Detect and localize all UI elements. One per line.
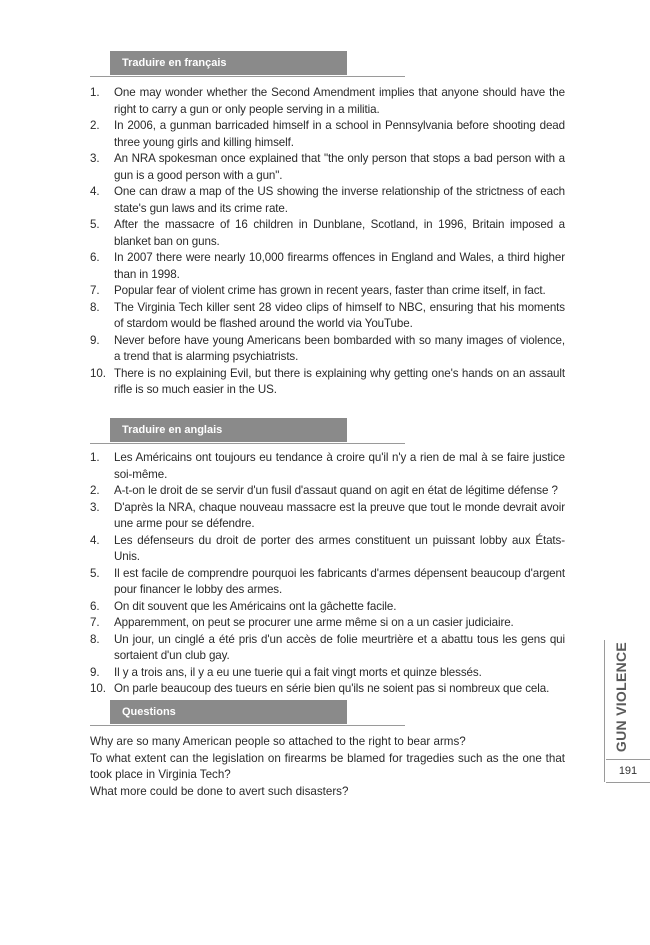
item-text: A-t-on le droit de se servir d'un fusil d'assaut quand on agit en état de légitime défense ? — [114, 484, 558, 497]
item-number: 7. — [90, 616, 100, 629]
side-tab — [604, 640, 638, 752]
section-header — [90, 418, 565, 446]
item-number: 1. — [90, 451, 100, 464]
item-number: 6. — [90, 251, 100, 264]
list-item — [90, 500, 565, 533]
list-item — [90, 333, 565, 366]
item-number: 5. — [90, 566, 100, 580]
item-text: Les défenseurs du droit de porter des armes constituent un puissant lobby aux États-Unis. — [114, 533, 565, 563]
list-item — [90, 450, 565, 483]
list-item — [90, 566, 565, 599]
item-number: 6. — [90, 599, 100, 613]
question-item: To what extent can the legislation on firearms be blamed for tragedies such as the one that took place in Virginia Tech? — [90, 751, 565, 781]
list-item — [90, 483, 565, 500]
list-item — [90, 217, 565, 250]
item-text: In 2007 there were nearly 10,000 firearms offences in England and Wales, a third higher than in 1998. — [114, 251, 565, 281]
item-number: 2. — [90, 119, 100, 132]
question-item: Why are so many American people so attached to the right to bear arms? — [90, 735, 466, 748]
section-traduire-en-francais — [90, 51, 565, 399]
item-text: The Virginia Tech killer sent 28 video clips of himself to NBC, ensuring that his moments of stardom would be flashed around the world via YouTube. — [114, 300, 565, 330]
item-text: There is no explaining Evil, but there is explaining why getting one's hands on an assault rifle is so much easier in the US. — [114, 366, 565, 396]
item-number: 9. — [90, 333, 100, 347]
item-text: Popular fear of violent crime has grown in recent years, faster than crime itself, in fact. — [114, 284, 546, 297]
section-rule — [90, 725, 405, 726]
list-item — [90, 151, 565, 184]
item-text: D'après la NRA, chaque nouveau massacre est la preuve que tout le monde devrait avoir une arme pour se défendre. — [114, 500, 565, 530]
list-item — [90, 184, 565, 217]
item-number: 7. — [90, 284, 100, 297]
item-number: 4. — [90, 533, 100, 547]
item-text: One can draw a map of the US showing the inverse relationship of the strictness of each state's gun laws and its crime rate. — [114, 185, 565, 215]
item-number: 9. — [90, 665, 100, 679]
section-header — [90, 51, 565, 79]
list-item — [90, 615, 565, 632]
section-traduire-en-anglais — [90, 418, 565, 698]
french-translation-list — [90, 85, 565, 399]
item-text: Never before have young Americans been bombarded with so many images of violence, a trend that is alarming psychiatrists. — [114, 333, 565, 363]
list-item — [90, 300, 565, 333]
list-item — [90, 118, 565, 151]
section-rule — [90, 76, 405, 77]
item-text: One may wonder whether the Second Amendment implies that anyone should have the right to carry a gun or only people serving in a militia. — [114, 86, 565, 116]
list-item — [90, 250, 565, 283]
english-translation-list — [90, 450, 565, 698]
item-text: On dit souvent que les Américains ont la gâchette facile. — [114, 599, 397, 613]
item-text: Un jour, un cinglé a été pris d'un accès de folie meurtrière et a abattu tous les gens qui sortaient d'un club gay. — [114, 632, 565, 662]
item-number: 8. — [90, 300, 100, 314]
section-title: Traduire en anglais — [110, 418, 347, 442]
section-header — [90, 700, 565, 728]
section-rule — [90, 443, 405, 444]
item-text: In 2006, a gunman barricaded himself in a school in Pennsylvania before shooting dead three young girls and killing himself. — [114, 119, 565, 149]
section-questions — [90, 700, 565, 800]
list-item — [90, 632, 565, 665]
list-item — [90, 366, 565, 399]
list-item — [90, 681, 565, 698]
section-title: Questions — [110, 700, 347, 724]
item-text: An NRA spokesman once explained that "the only person that stops a bad person with a gun is a good person with a gun". — [114, 152, 565, 182]
item-text: Les Américains ont toujours eu tendance à croire qu'il n'y a rien de mal à se faire justice soi-même. — [114, 451, 565, 481]
list-item — [90, 533, 565, 566]
side-tab-label: GUN VIOLENCE — [613, 641, 629, 753]
item-number: 8. — [90, 632, 100, 646]
item-text: Apparemment, on peut se procurer une arme même si on a un casier judiciaire. — [114, 616, 514, 629]
item-number: 10. — [90, 682, 106, 695]
item-text: After the massacre of 16 children in Dunblane, Scotland, in 1996, Britain imposed a blanket ban on guns. — [114, 218, 565, 248]
item-text: Il est facile de comprendre pourquoi les fabricants d'armes dépensent beaucoup d'argent pour financer le lobby des armes. — [114, 566, 565, 596]
list-item — [90, 85, 565, 118]
page-number: 191 — [606, 759, 650, 783]
item-number: 5. — [90, 218, 100, 231]
item-number: 1. — [90, 86, 100, 99]
list-item — [90, 283, 565, 300]
questions-list — [90, 734, 565, 800]
item-number: 3. — [90, 152, 100, 165]
section-title: Traduire en français — [110, 51, 347, 75]
item-number: 3. — [90, 500, 100, 514]
item-text: On parle beaucoup des tueurs en série bien qu'ils ne soient pas si nombreux que cela. — [114, 682, 550, 695]
list-item — [90, 665, 565, 682]
item-number: 10. — [90, 366, 106, 380]
list-item — [90, 599, 565, 616]
item-text: Il y a trois ans, il y a eu une tuerie qui a fait vingt morts et quinze blessés. — [114, 665, 482, 679]
item-number: 4. — [90, 185, 100, 198]
item-number: 2. — [90, 484, 100, 497]
question-item: What more could be done to avert such disasters? — [90, 784, 349, 798]
